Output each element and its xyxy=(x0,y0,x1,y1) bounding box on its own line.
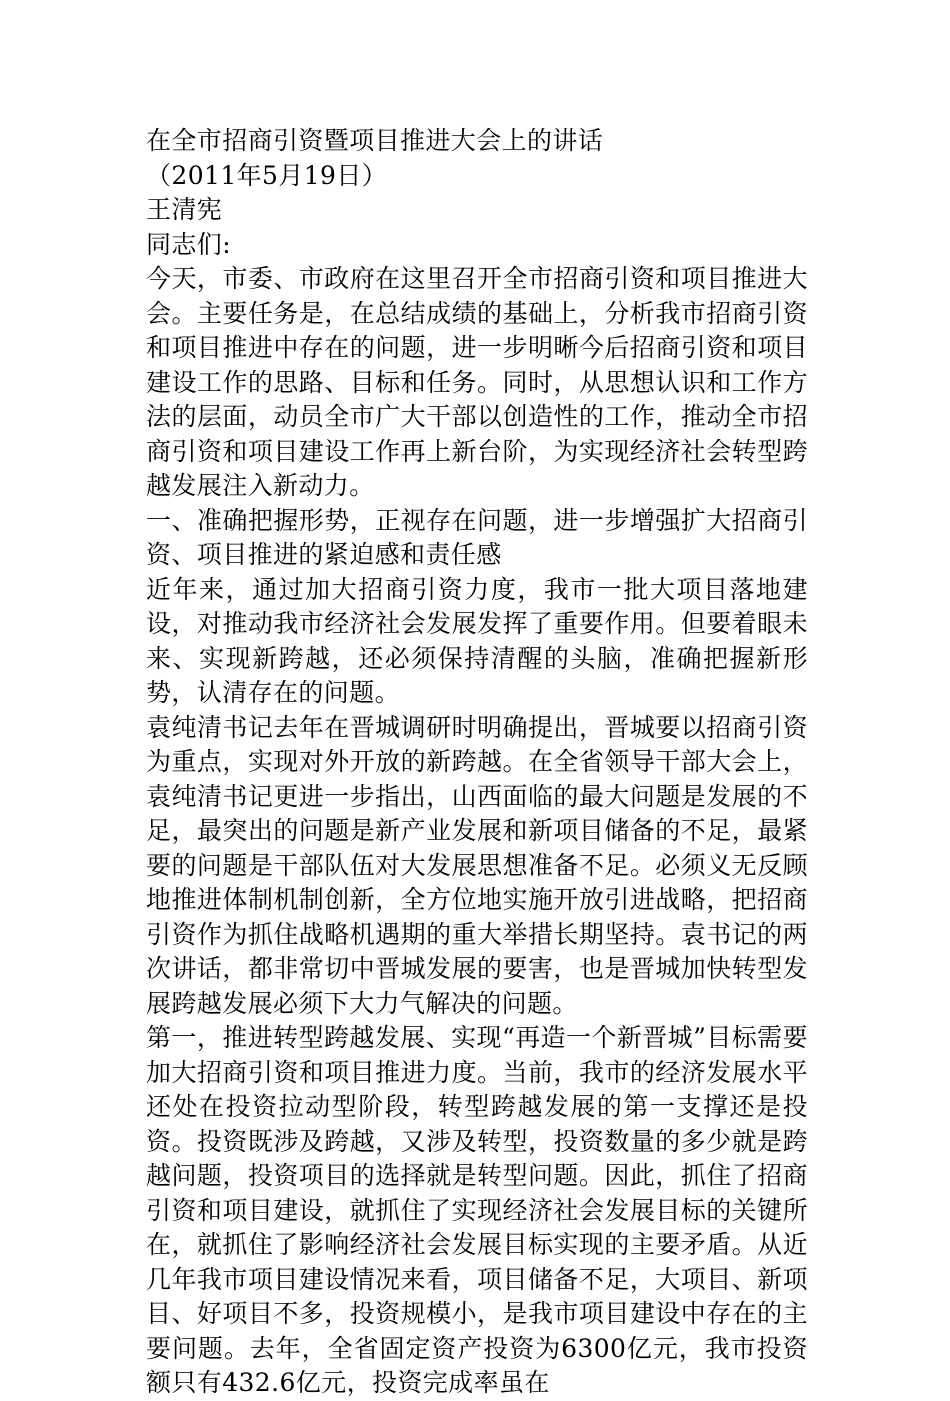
paragraph-recent-years: 近年来，通过加大招商引资力度，我市一批大项目落地建设，对推动我市经济社会发展发挥了重要作用。但要着眼未来、实现新跨越，还必须保持清醒的头脑，准确把握新形势，认清存在的问题。 xyxy=(146,574,808,707)
section-heading-1: 一、准确把握形势，正视存在问题，进一步增强扩大招商引资、项目推进的紧迫感和责任感 xyxy=(146,505,808,569)
document-salutation: 同志们: xyxy=(146,229,232,259)
paragraph-secretary-remarks: 袁纯清书记去年在晋城调研时明确提出，晋城要以招商引资为重点，实现对外开放的新跨越。在全省领导干部大会上，袁纯清书记更进一步指出，山西面临的最大问题是发展的不足，最突出的问题是新产业发展和新项目储备的不足，最紧要的问题是干部队伍对大发展思想准备不足。必须义无反顾地推进体制机制创新，全方位地实施开放引进战略，把招商引资作为抓住战略机遇期的重大举措长期坚持。袁书记的两次讲话，都非常切中晋城发展的要害，也是晋城加快转型发展跨越发展必须下大力气解决的问题。 xyxy=(146,712,808,1018)
paragraph-first-point: 第一，推进转型跨越发展、实现“再造一个新晋城”目标需要加大招商引资和项目推进力度。当前，我市的经济发展水平还处在投资拉动型阶段，转型跨越发展的第一支撑还是投资。投资既涉及跨越，又涉及转型，投资数量的多少就是跨越问题，投资项目的选择就是转型问题。因此，抓住了招商引资和项目建设，就抓住了实现经济社会发展目标的关键所在，就抓住了影响经济社会发展目标实现的主要矛盾。从近几年我市项目建设情况来看，项目储备不足，大项目、新项目、好项目不多，投资规模小，是我市项目建设中存在的主要问题。去年，全省固定资产投资为6300亿元，我市投资额只有432.6亿元，投资完成率虽在 xyxy=(146,1023,808,1397)
document-date: （2011年5月19日） xyxy=(146,160,388,190)
document-page xyxy=(146,124,808,1401)
paragraph-intro: 今天，市委、市政府在这里召开全市招商引资和项目推进大会。主要任务是，在总结成绩的基础上，分析我市招商引资和项目推进中存在的问题，进一步明晰今后招商引资和项目建设工作的思路、目标和任务。同时，从思想认识和工作方法的层面，动员全市广大干部以创造性的工作，推动全市招商引资和项目建设工作再上新台阶，为实现经济社会转型跨越发展注入新动力。 xyxy=(146,264,808,500)
document-title: 在全市招商引资暨项目推进大会上的讲话 xyxy=(146,126,604,155)
document-author: 王清宪 xyxy=(146,195,223,224)
